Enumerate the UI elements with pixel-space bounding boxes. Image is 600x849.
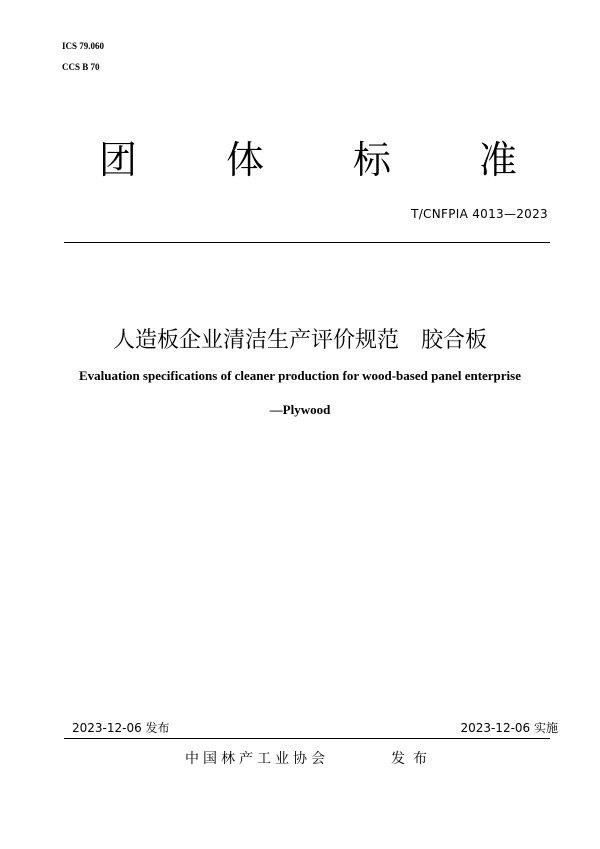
chinese-title-main: 人造板企业清洁生产评价规范 bbox=[112, 328, 399, 353]
document-type-char: 准 bbox=[478, 138, 517, 182]
footer-divider bbox=[64, 738, 550, 739]
ics-code: ICS 79.060 bbox=[62, 41, 105, 51]
document-type-char: 团 bbox=[98, 138, 137, 182]
header-divider bbox=[64, 242, 550, 243]
implementation-date: 2023-12-06 实施 bbox=[460, 721, 558, 735]
publisher-action: 发布 bbox=[391, 751, 435, 767]
english-title: Evaluation specifications of cleaner production for wood-based panel enterprise bbox=[79, 368, 521, 383]
document-type-heading bbox=[0, 134, 600, 190]
issue-date: 2023-12-06 发布 bbox=[72, 721, 170, 735]
chinese-title bbox=[0, 326, 600, 356]
ccs-code: CCS B 70 bbox=[62, 62, 100, 72]
standard-number: T/CNFPIA 4013—2023 bbox=[411, 207, 548, 221]
document-type-char: 标 bbox=[352, 138, 391, 182]
chinese-title-subtitle: 胶合板 bbox=[421, 328, 488, 353]
document-type-char: 体 bbox=[225, 138, 264, 182]
publisher-name: 中国林产工业协会 bbox=[185, 751, 329, 767]
english-title-subtitle: —Plywood bbox=[269, 402, 331, 417]
